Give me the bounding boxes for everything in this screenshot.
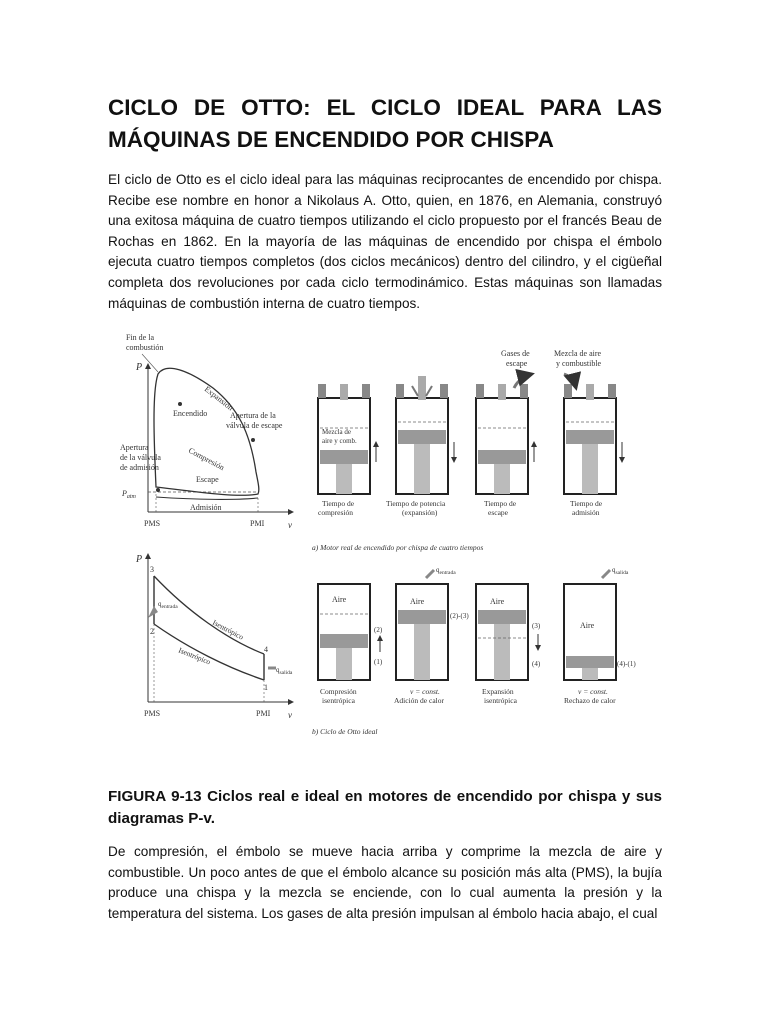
svg-text:de la válvula: de la válvula [120,453,161,462]
svg-text:P: P [136,362,143,373]
ideal-cycle-pv-diagram [135,554,293,720]
svg-text:isentrópica: isentrópica [484,696,517,705]
svg-text:Compresión: Compresión [320,687,357,696]
svg-text:Fin de la: Fin de la [126,333,154,342]
svg-text:1: 1 [264,683,268,692]
svg-text:PMS: PMS [144,519,161,528]
svg-text:a) Motor real de encendido por: a) Motor real de encendido por chispa de cuatro tiempos [312,543,484,552]
svg-text:admisión: admisión [572,508,600,517]
svg-text:qentrada: $q_{entrada}$ [158,600,178,610]
svg-text:v: v [288,520,292,530]
svg-text:b) Ciclo de Otto ideal: b) Ciclo de Otto ideal [312,727,378,736]
svg-text:y combustible: y combustible [556,359,602,368]
cylinder-heat-rejection [564,566,636,680]
cylinder-isentropic-expansion [476,584,541,680]
svg-text:Tiempo de: Tiempo de [570,499,603,508]
svg-text:Mezcla de aire: Mezcla de aire [554,349,602,358]
svg-text:Aire: Aire [490,597,505,606]
svg-text:PMI: PMI [256,709,271,718]
svg-text:Patm: $P_{atm}$ [122,489,136,500]
svg-text:Tiempo de: Tiempo de [484,499,517,508]
svg-text:aire y comb.: aire y comb. [322,437,357,445]
svg-text:Apertura: Apertura [120,443,149,452]
svg-text:válvula de escape: válvula de escape [226,421,283,430]
svg-text:Isentrópico: Isentrópico [211,617,246,642]
svg-text:qsalida: $q_{salida}$ [276,666,293,676]
svg-text:(4): (4) [532,660,541,668]
intro-paragraph: El ciclo de Otto es el ciclo ideal para las máquinas reciprocantes de encendido por chispa. Recibe ese nombre en honor a Nikolaus A. Otto, quien, en 1876, en Alemania, construyó una exitosa máquina de cuatro tiempos utilizando el ciclo propuesto por el francés Beau de Rochas en 1862. En la mayoría de las máquinas de encendido por chispa el émbolo ejecuta cuatro tiempos completos (dos ciclos mecánicos) dentro del cilindro, y el cigüeñal completa dos revoluciones por cada ciclo termodinámico. Estas máquinas son llamadas máquinas de combustión interna de cuatro tiempos. [108,172,662,311]
svg-text:Apertura de la: Apertura de la [230,411,276,420]
svg-text:(expansión): (expansión) [402,508,438,517]
svg-text:Tiempo de potencia: Tiempo de potencia [386,499,446,508]
svg-text:3: 3 [150,565,154,574]
cylinder-heat-addition [396,566,469,680]
real-cycle-pv-diagram [120,333,293,530]
svg-text:(4)-(1): (4)-(1) [617,660,636,668]
svg-text:PMS: PMS [144,709,161,718]
cylinder-compression [318,384,376,494]
svg-text:de admisión: de admisión [120,463,159,472]
svg-text:Isentrópico: Isentrópico [177,645,212,667]
cylinder-power [396,376,454,494]
svg-text:Escape: Escape [196,475,219,484]
svg-text:P: P [136,554,143,565]
page-title: CICLO DE OTTO: EL CICLO IDEAL PARA LAS MÁQUINAS DE ENCENDIDO POR CHISPA [108,95,662,152]
svg-text:qsalida: $q_{salida}$ [612,566,629,576]
svg-text:4: 4 [264,645,268,654]
cylinder-exhaust [476,374,534,494]
body-paragraph: De compresión, el émbolo se mueve hacia arriba y comprime la mezcla de aire y combustible. Un poco antes de que el émbolo alcance su posición más alta (PMS), la bujía produce una chispa y la mezcla se enciende, con lo cual aumenta la presión y la temperatura del sistema. Los gases de alta presión impulsan al émbolo hacia abajo, el cual [108,844,662,921]
svg-text:Aire: Aire [332,595,347,604]
svg-text:v = const.: v = const. [578,687,608,696]
svg-text:v: v [288,710,292,720]
svg-text:Encendido: Encendido [173,409,208,418]
figure-caption: FIGURA 9-13 Ciclos real e ideal en motores de encendido por chispa y sus diagramas P-v. [108,788,662,827]
svg-text:escape: escape [488,508,508,517]
otto-cycle-figure [118,322,638,752]
svg-text:v = const.: v = const. [410,687,440,696]
svg-text:(3): (3) [532,622,541,630]
svg-text:Gases de: Gases de [501,349,530,358]
svg-text:Adición de calor: Adición de calor [394,696,444,705]
svg-text:compresión: compresión [318,508,353,517]
cylinder-isentropic-compression [318,584,383,680]
real-cycle-cylinders [312,349,622,552]
svg-text:Expansión: Expansión [482,687,514,696]
svg-text:combustión: combustión [126,343,164,352]
svg-text:2: 2 [150,627,154,636]
svg-text:(2): (2) [374,626,383,634]
ideal-cycle-cylinders [312,566,636,736]
svg-text:Compresión: Compresión [187,445,226,473]
svg-text:Aire: Aire [410,597,425,606]
svg-text:escape: escape [506,359,528,368]
svg-text:qentrada: $q_{entrada}$ [436,566,456,576]
svg-text:Mezcla de: Mezcla de [322,428,351,436]
svg-text:Rechazo de calor: Rechazo de calor [564,696,616,705]
svg-text:Expansión: Expansión [202,384,235,413]
svg-text:PMI: PMI [250,519,265,528]
svg-text:Aire: Aire [580,621,595,630]
cylinder-intake [564,374,622,494]
svg-text:isentrópica: isentrópica [322,696,355,705]
svg-text:(2)-(3): (2)-(3) [450,612,469,620]
svg-text:Admisión: Admisión [190,503,222,512]
svg-text:(1): (1) [374,658,383,666]
svg-text:Tiempo de: Tiempo de [322,499,355,508]
